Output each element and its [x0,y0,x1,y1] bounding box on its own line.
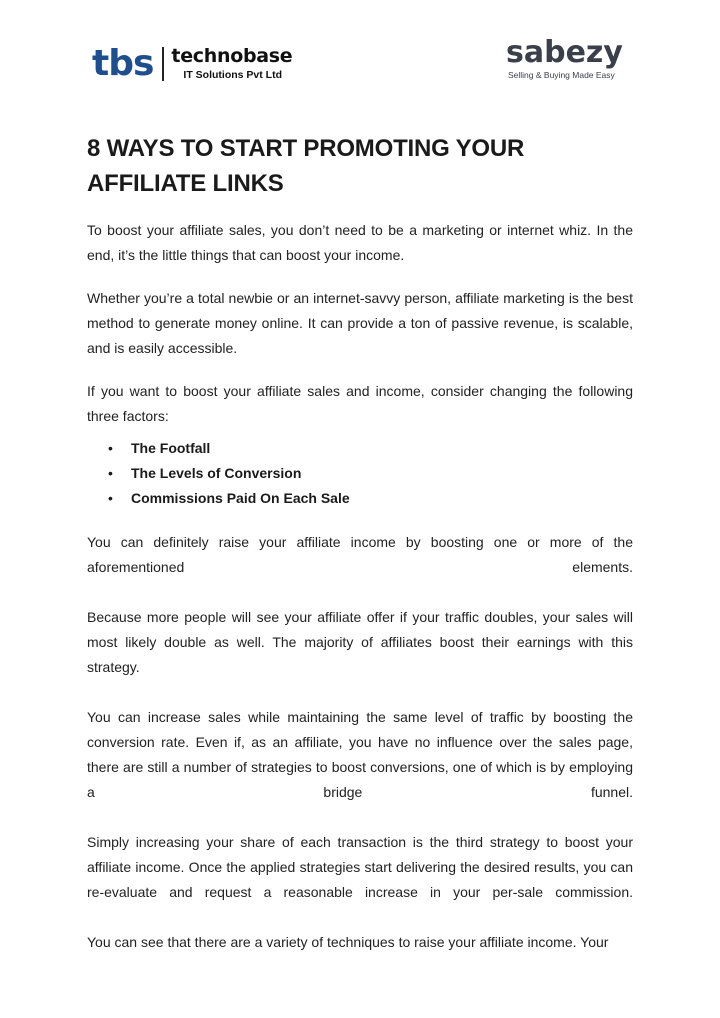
sabezy-name: sabezy [506,35,623,70]
bullet-icon: • [108,440,113,456]
article-body [87,131,633,955]
paragraph-conversion: You can increase sales while maintaining the same level of traffic by boosting the conversion rate. Even if, as an affiliate, you have no influence over the sales page, there are still a number of strategies to boost conversions, one of which is by employing a bridge funnel. [87,709,633,800]
technobase-logo [92,42,292,86]
list-item [87,436,633,461]
paragraph-factors-intro: If you want to boost your affiliate sales and income, consider changing the following three factors: [87,383,633,424]
factors-list [87,436,633,511]
list-item [87,486,633,511]
factor-label: The Levels of Conversion [131,465,302,481]
logo-divider [162,47,164,81]
tbs-logo-mark: tbs [92,43,154,84]
paragraph-raise-income: You can definitely raise your affiliate income by boosting one or more of the aforementioned elements. [87,534,633,575]
paragraph-techniques: You can see that there are a variety of techniques to raise your affiliate income. Your [87,934,609,950]
technobase-name: technobase [171,45,293,68]
technobase-subtitle: IT Solutions Pvt Ltd [183,69,282,82]
paragraph-commission: Simply increasing your share of each transaction is the third strategy to boost your affiliate income. Once the applied strategies start delivering the desired results, you can re-evaluate and request a reasonable increase in your per-sale commission. [87,834,633,900]
factor-label: The Footfall [131,440,211,456]
bullet-icon: • [108,490,113,506]
list-item [87,461,633,486]
technobase-wordmark [171,47,292,81]
sabezy-tagline: Selling & Buying Made Easy [508,70,615,80]
paragraph-traffic: Because more people will see your affiliate offer if your traffic doubles, your sales will most likely double as well. The majority of affiliates boost their earnings with this strategy. [87,609,633,675]
paragraph-intro: To boost your affiliate sales, you don’t need to be a marketing or internet whiz. In the end, it’s the little things that can boost your income. [87,222,633,263]
article-title: 8 WAYS TO START PROMOTING YOUR AFFILIATE LINKS [87,135,525,197]
bullet-icon: • [108,465,113,481]
sabezy-logo [506,35,623,80]
factor-label: Commissions Paid On Each Sale [131,490,350,506]
page-header [0,0,720,110]
paragraph-affiliate-marketing: Whether you’re a total newbie or an internet-savvy person, affiliate marketing is the best method to generate money online. It can provide a ton of passive revenue, is scalable, and is easily accessible. [87,290,633,356]
